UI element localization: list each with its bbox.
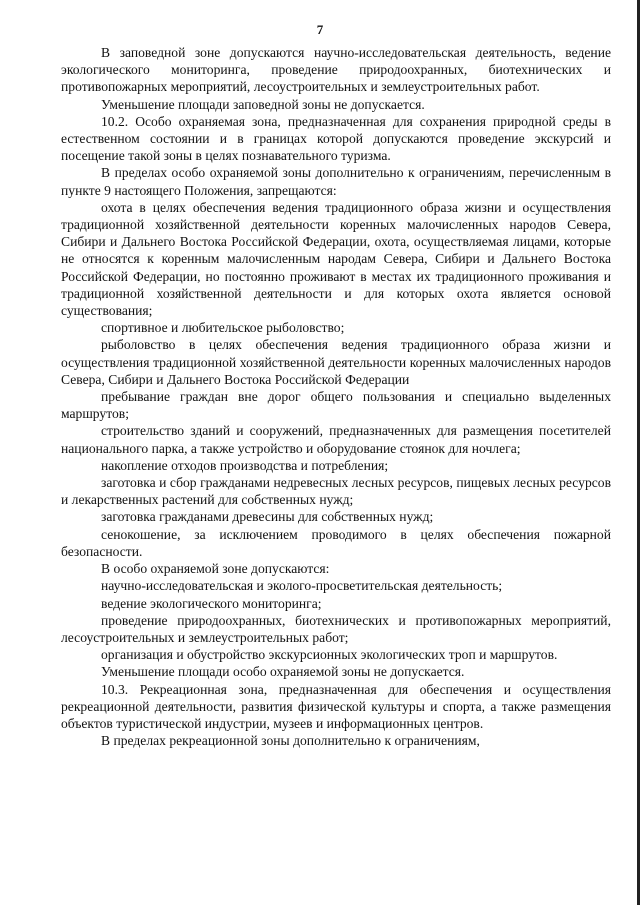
paragraph: ведение экологического мониторинга; (101, 595, 322, 611)
paragraph: научно-исследовательская и эколого-просветительская деятельность; (101, 578, 503, 594)
paragraph: В особо охраняемой зоне допускаются: (101, 561, 330, 577)
paragraph: 10.2. Особо охраняемая зона, предназначенная для сохранения природной среды в естественном состоянии и в границах которой допускаются проведение экскурсий и посещение такой зоны в целях познавательного туризма. (61, 113, 611, 164)
paragraph: В заповедной зоне допускаются научно-исследовательская деятельность, ведение экологического мониторинга, проведение природоохранных, биотехнических и противопожарных мероприятий, лесоустроительных и землеустроительных работ. (61, 45, 611, 95)
paragraph: строительство зданий и сооружений, предназначенных для размещения посетителей национального парка, а также устройство и оборудование стоянок для ночлега; (61, 423, 611, 456)
paragraph: В пределах особо охраняемой зоны дополнительно к ограничениям, перечисленным в пункте 9 настоящего Положения, запрещаются: (61, 165, 611, 198)
paragraph: охота в целях обеспечения ведения традиционного образа жизни и осуществления традиционной хозяйственной деятельности коренных малочисленных народов Севера, Сибири и Дальнего Востока Российской Федерации, охота, осуществляемая лицами, которые не относятся к коренным малочисленным народам Севера, Сибири и Дальнего Востока Российской Федерации, но постоянно проживают в местах их традиционного проживания и традиционной хозяйственной деятельности и для которых охота является основой существования; (61, 199, 611, 319)
paragraph: сенокошение, за исключением проводимого в целях обеспечения пожарной безопасности. (61, 526, 611, 559)
paragraph: 10.3. Рекреационная зона, предназначенная для обеспечения и осуществления рекреационной деятельности, развития физической культуры и спорта, а также размещения объектов туристической индустрии, музеев и информационных центров. (61, 681, 611, 731)
paragraph: проведение природоохранных, биотехнических и противопожарных мероприятий, лесоустроительных и землеустроительных работ; (61, 612, 611, 645)
paragraph: заготовка и сбор гражданами недревесных лесных ресурсов, пищевых лесных ресурсов и лекарственных растений для собственных нужд; (61, 475, 611, 508)
paragraph: Уменьшение площади заповедной зоны не допускается. (101, 96, 425, 112)
paragraph: заготовка гражданами древесины для собственных нужд; (101, 509, 434, 525)
paragraph: Уменьшение площади особо охраняемой зоны не допускается. (101, 664, 465, 680)
paragraph: пребывание граждан вне дорог общего пользования и специально выделенных маршрутов; (61, 389, 611, 422)
paragraph: рыболовство в целях обеспечения ведения традиционного образа жизни и осуществления традиционной хозяйственной деятельности коренных малочисленных народов Севера, Сибири и Дальнего Востока Российской Федерации (61, 337, 611, 387)
paragraph: спортивное и любительское рыболовство; (101, 320, 345, 336)
paragraph: В пределах рекреационной зоны дополнительно к ограничениям, (101, 733, 480, 749)
page-number: 7 (316, 22, 324, 37)
paragraph: организация и обустройство экскурсионных экологических троп и маршрутов. (101, 647, 558, 663)
paragraph: накопление отходов производства и потребления; (101, 457, 389, 473)
document-body (61, 44, 611, 749)
